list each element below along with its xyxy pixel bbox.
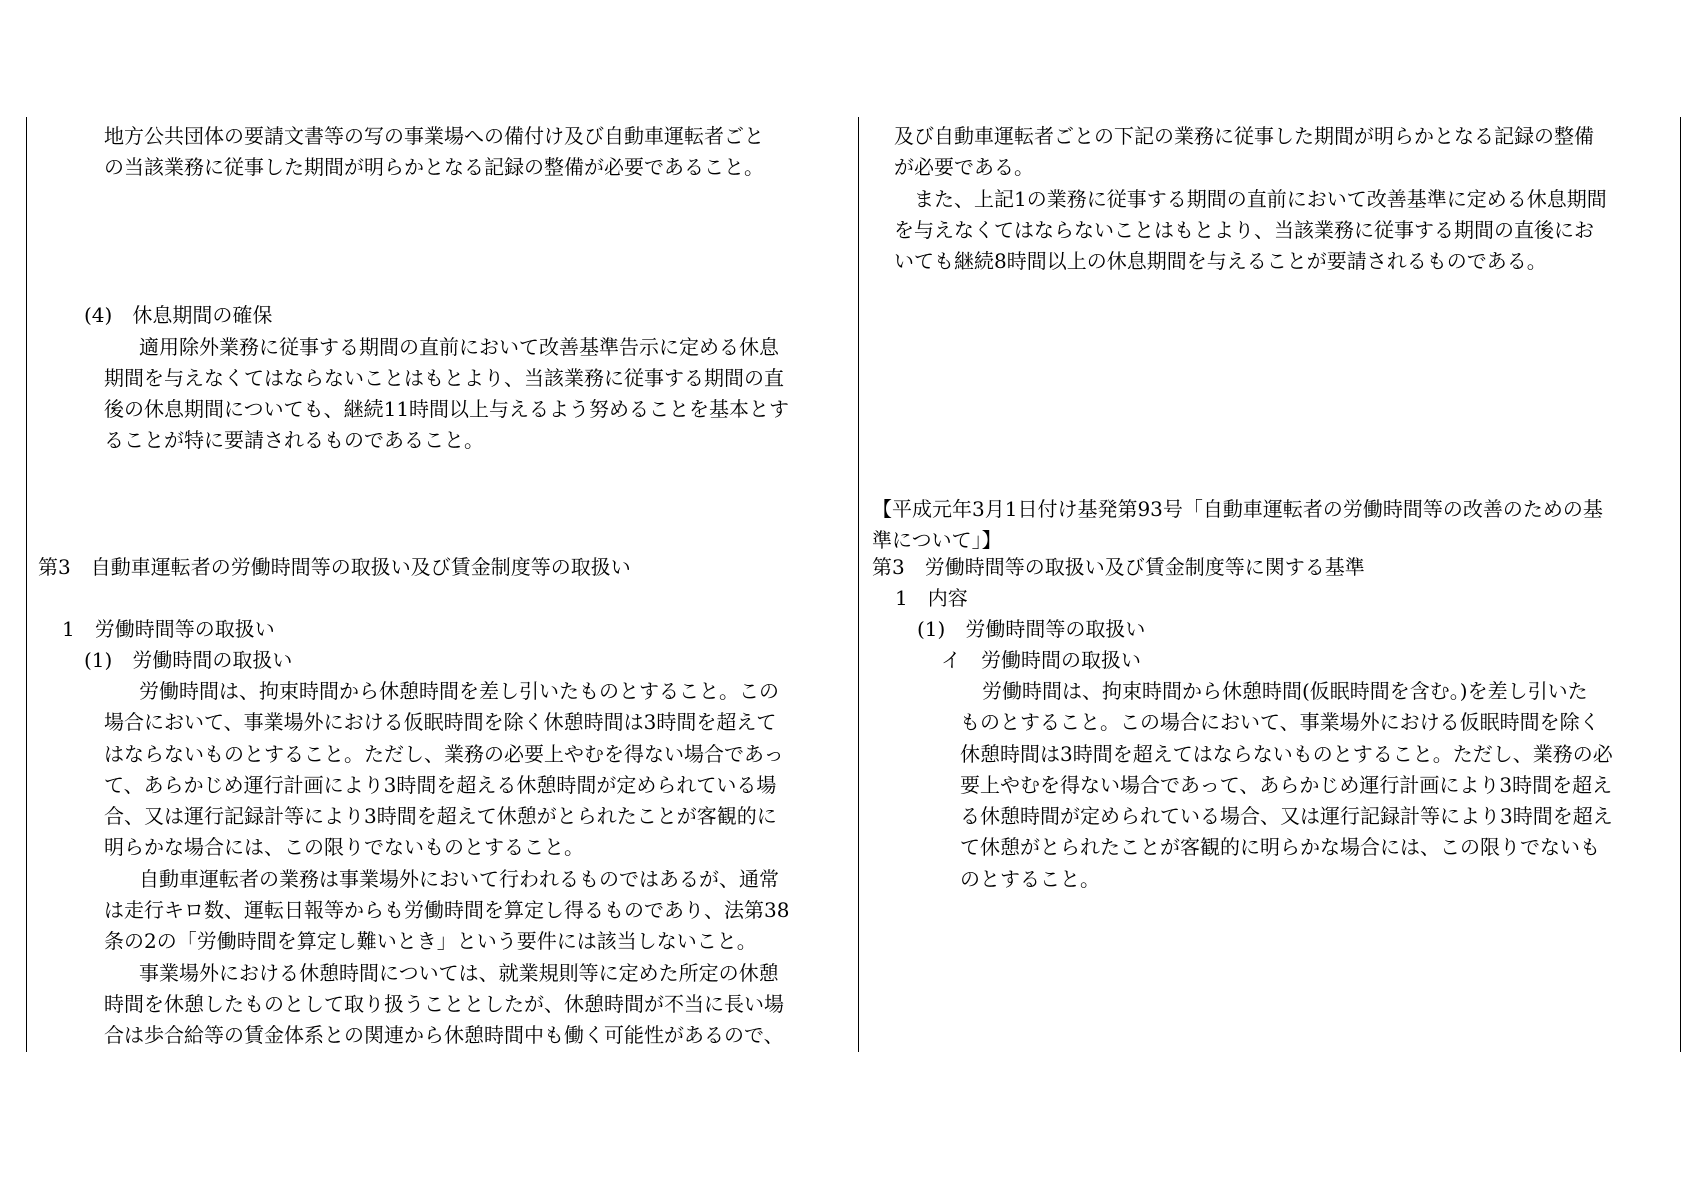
right-block1-line: また、上記1の業務に従事する期間の直前において改善基準に定める休息期間 <box>894 187 1607 211</box>
right-para1-line: 休憩時間は3時間を超えてはならないものとすること。ただし、業務の必 <box>960 742 1613 766</box>
left-para2-line: 条の2の「労働時間を算定し難いとき」という要件には該当しないこと。 <box>104 929 757 953</box>
left-section4-line: 適用除外業務に従事する期間の直前において改善基準告示に定める休息 <box>139 335 779 359</box>
right-block1-line: が必要である。 <box>894 155 1034 179</box>
left-block1-line: の当該業務に従事した期間が明らかとなる記録の整備が必要であること。 <box>104 155 764 179</box>
right-item1-1-heading: (1) 労働時間等の取扱い <box>917 617 1146 641</box>
left-para2-line: は走行キロ数、運転日報等からも労働時間を算定し得るものであり、法第38 <box>104 898 790 922</box>
left-para1-line: はならないものとすること。ただし、業務の必要上やむを得ない場合であっ <box>104 742 784 766</box>
left-para2-line: 自動車運転者の業務は事業場外において行われるものではあるが、通常 <box>139 867 779 891</box>
left-section4-line: 後の休息期間についても、継続11時間以上与えるよう努めることを基本とす <box>104 397 790 421</box>
right-notice-line: 【平成元年3月1日付け基発第93号「自動車運転者の労働時間等の改善のための基 <box>872 497 1603 521</box>
left-para1-line: て、あらかじめ運行計画により3時間を超える休憩時間が定められている場 <box>104 773 777 797</box>
left-para3-line: 時間を休憩したものとして取り扱うこととしたが、休憩時間が不当に長い場 <box>104 992 784 1016</box>
left-para3-line: 事業場外における休憩時間については、就業規則等に定めた所定の休憩 <box>139 961 779 985</box>
left-section4-heading: (4) 休息期間の確保 <box>84 303 273 327</box>
left-para1-line: 合、又は運行記録計等により3時間を超えて休憩がとられたことが客観的に <box>104 804 777 828</box>
right-para1-line: のとすること。 <box>960 867 1100 891</box>
left-item1-1-heading: (1) 労働時間の取扱い <box>84 648 293 672</box>
left-para1-line: 場合において、事業場外における仮眠時間を除く休憩時間は3時間を超えて <box>104 710 777 734</box>
left-section4-line: ることが特に要請されるものであること。 <box>104 428 484 452</box>
left-para1-line: 労働時間は、拘束時間から休憩時間を差し引いたものとすること。この <box>139 679 779 703</box>
right-block1-line: を与えなくてはならないことはもとより、当該業務に従事する期間の直後にお <box>894 218 1594 242</box>
right-para1-line: 要上やむを得ない場合であって、あらかじめ運行計画により3時間を超え <box>960 773 1613 797</box>
right-item-i-heading: イ 労働時間の取扱い <box>941 648 1141 672</box>
right-dai3-heading: 第3 労働時間等の取扱い及び賃金制度等に関する基準 <box>872 555 1365 579</box>
right-notice-line: 準について」】 <box>872 528 1002 552</box>
left-item1-heading: 1 労働時間等の取扱い <box>62 617 275 641</box>
left-block1-line: 地方公共団体の要請文書等の写の事業場への備付け及び自動車運転者ごと <box>104 124 764 148</box>
left-section4-line: 期間を与えなくてはならないことはもとより、当該業務に従事する期間の直 <box>104 366 784 390</box>
right-para1-line: て休憩がとられたことが客観的に明らかな場合には、この限りでないも <box>960 835 1600 859</box>
right-block1-line: 及び自動車運転者ごとの下記の業務に従事した期間が明らかとなる記録の整備 <box>894 124 1594 148</box>
right-para1-line: 労働時間は、拘束時間から休憩時間(仮眠時間を含む。)を差し引いた <box>982 679 1588 703</box>
right-para1-line: る休憩時間が定められている場合、又は運行記録計等により3時間を超え <box>960 804 1613 828</box>
right-para1-line: ものとすること。この場合において、事業場外における仮眠時間を除く <box>960 710 1600 734</box>
left-dai3-heading: 第3 自動車運転者の労働時間等の取扱い及び賃金制度等の取扱い <box>38 555 631 579</box>
left-para3-line: 合は歩合給等の賃金体系との関連から休憩時間中も働く可能性があるので、 <box>104 1023 784 1047</box>
right-item1-heading: 1 内容 <box>895 586 968 610</box>
right-block1-line: いても継続8時間以上の休息期間を与えることが要請されるものである。 <box>894 249 1547 273</box>
left-para1-line: 明らかな場合には、この限りでないものとすること。 <box>104 835 584 859</box>
